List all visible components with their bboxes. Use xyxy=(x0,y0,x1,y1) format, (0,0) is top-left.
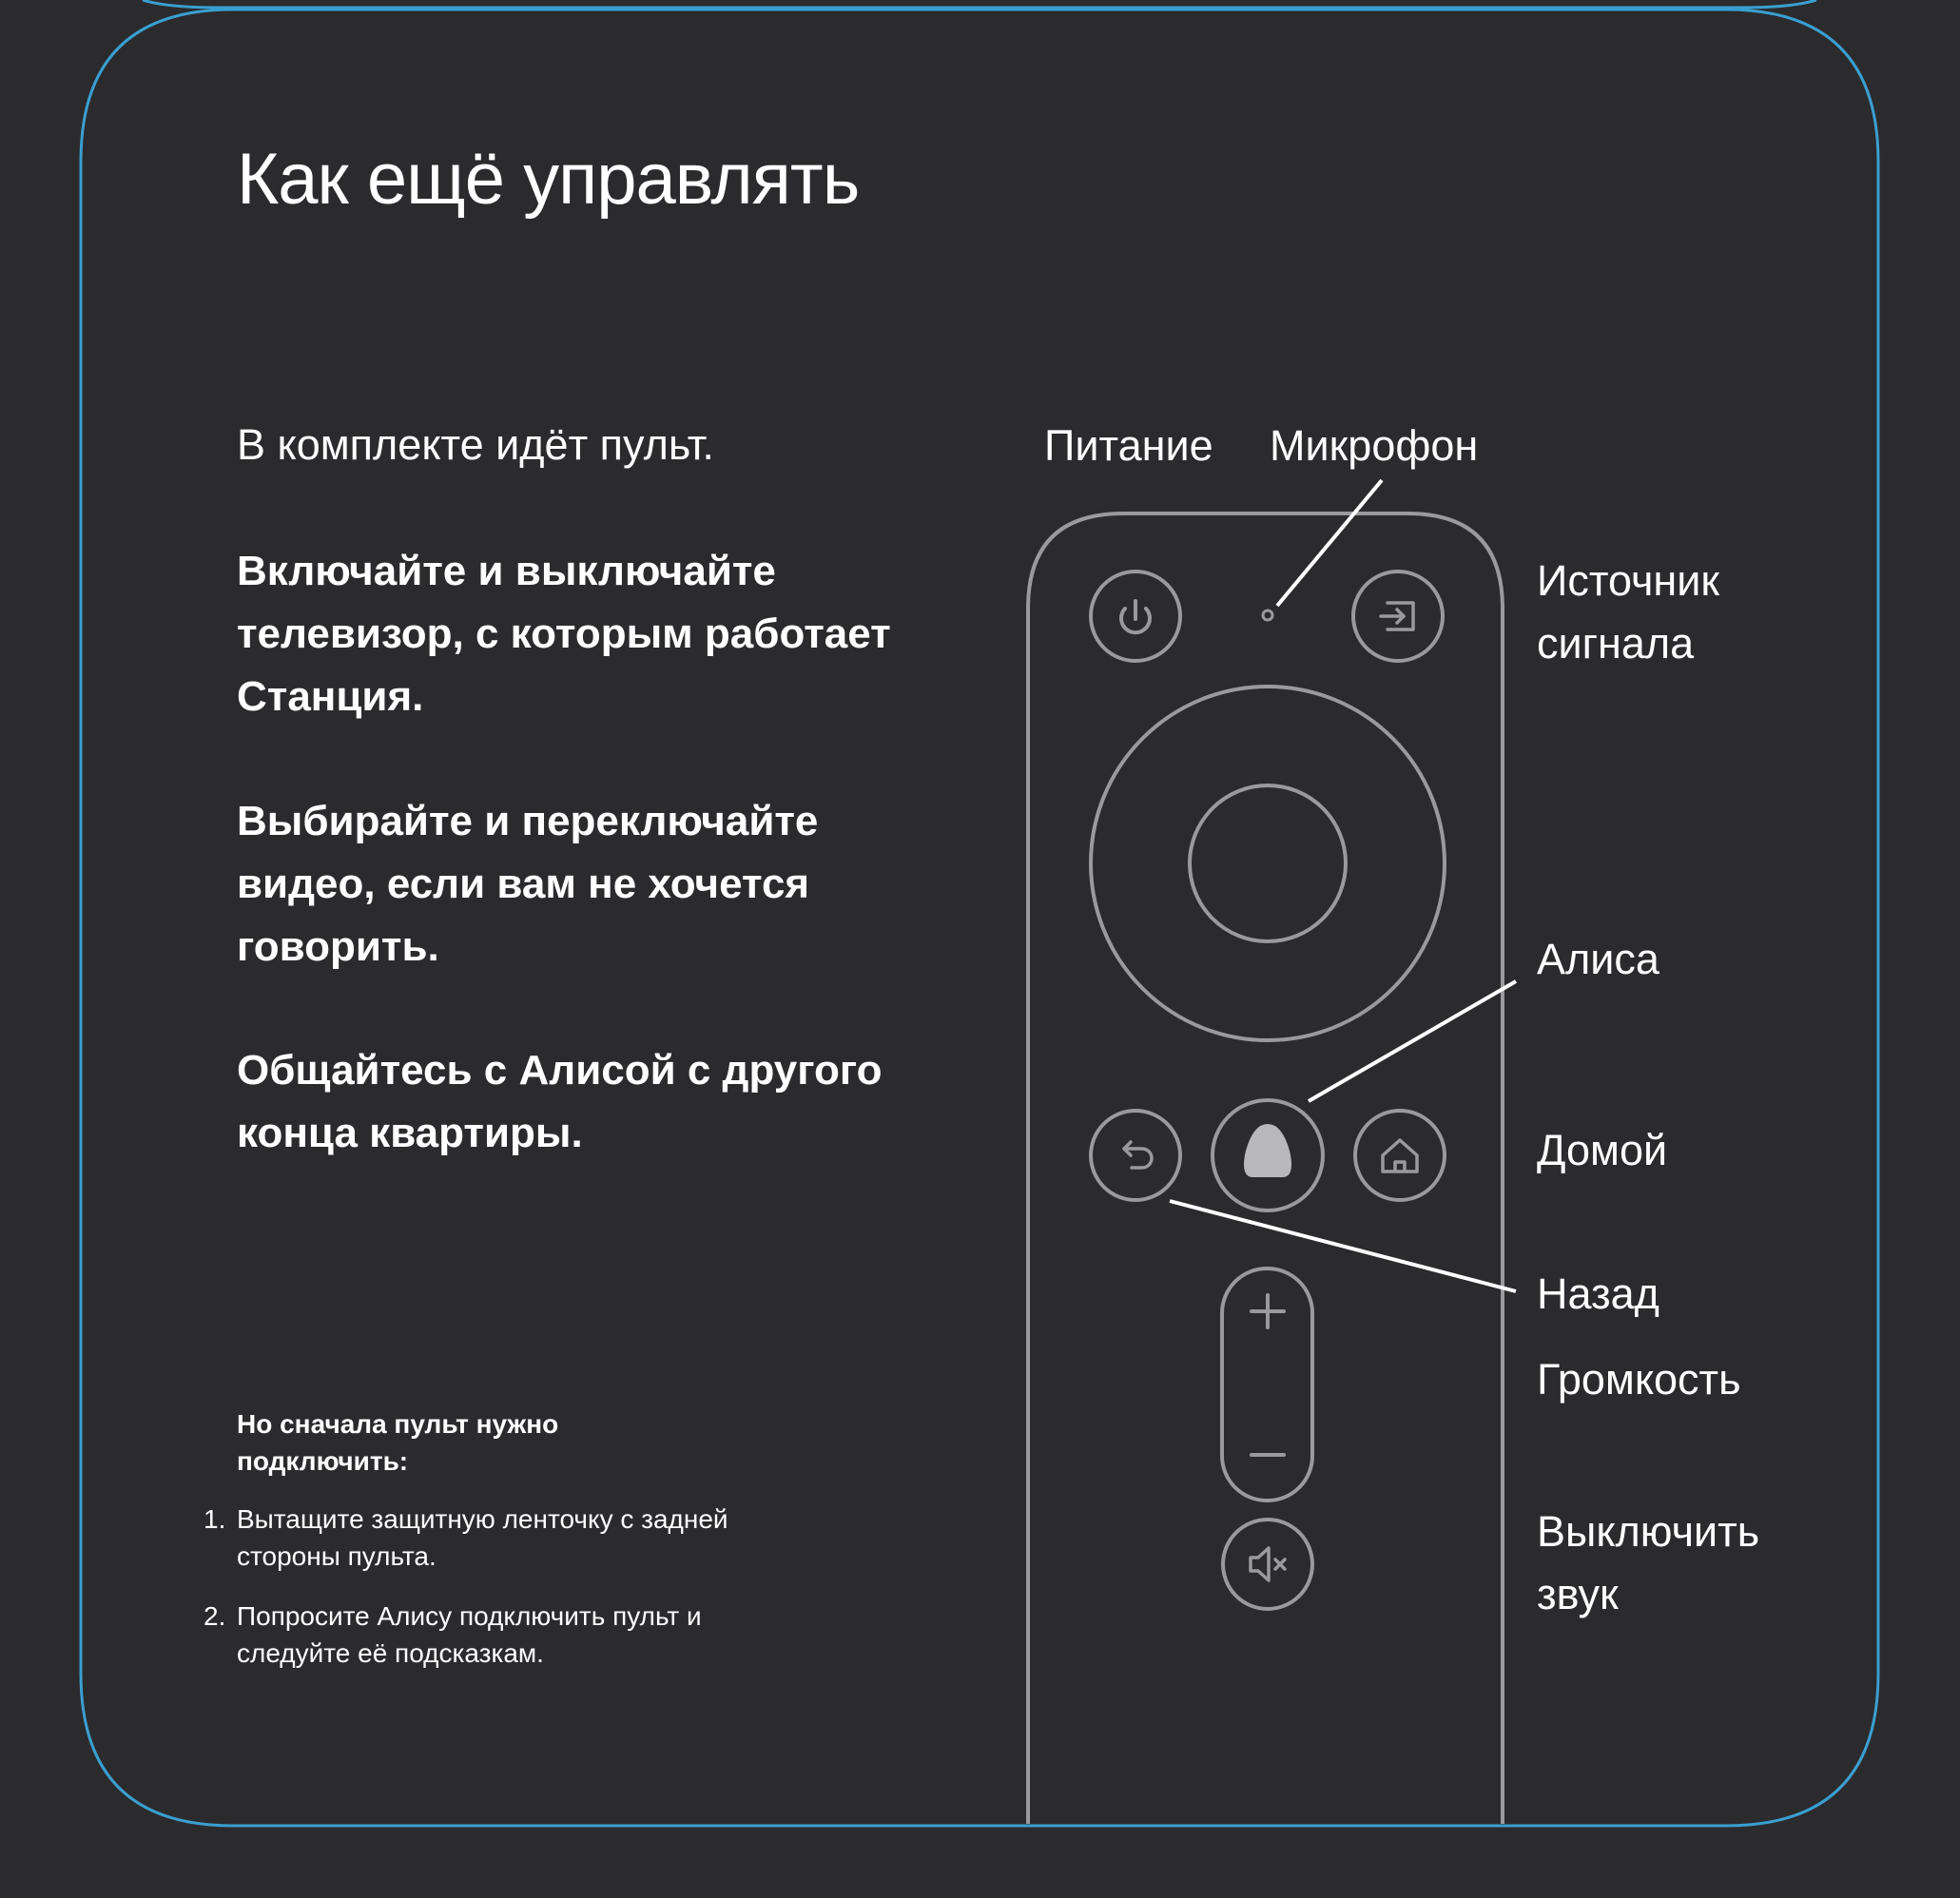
dpad-center-button[interactable] xyxy=(1190,785,1346,941)
label-power: Питание xyxy=(1044,421,1213,470)
dpad-ring[interactable] xyxy=(1091,687,1445,1040)
feature-alice-remote: Общайтесь с Алисой с другого конца квартиры. xyxy=(237,1047,883,1156)
label-volume: Громкость xyxy=(1537,1355,1741,1404)
volume-rocker[interactable] xyxy=(1222,1269,1312,1501)
intro-text: В комплекте идёт пульт. xyxy=(237,420,714,469)
alice-button[interactable] xyxy=(1213,1100,1323,1210)
back-button[interactable] xyxy=(1091,1111,1180,1200)
step-text: Вытащите защитную ленточку с задней стороны пульта. xyxy=(237,1504,728,1571)
label-microphone: Микрофон xyxy=(1270,421,1479,470)
page-title: Как ещё управлять xyxy=(237,139,860,220)
setup-heading: Но сначала пульт нужно подключить: xyxy=(237,1409,559,1476)
feature-navigation: Выбирайте и переключайте видео, если вам не хочется говорить. xyxy=(237,798,819,970)
label-home: Домой xyxy=(1537,1126,1668,1174)
step-text: Попросите Алису подключить пульт и следуйте её подсказкам. xyxy=(237,1601,702,1668)
back-leader-line xyxy=(1170,1201,1516,1291)
back-arrow-icon xyxy=(1124,1142,1152,1168)
mute-button[interactable] xyxy=(1223,1520,1312,1609)
step-number: 1. xyxy=(204,1504,226,1534)
label-mute: Выключить звук xyxy=(1537,1507,1760,1618)
input-source-icon xyxy=(1381,603,1413,629)
step-number: 2. xyxy=(204,1601,226,1631)
plus-icon xyxy=(1252,1295,1284,1327)
label-alice: Алиса xyxy=(1537,935,1659,983)
home-button[interactable] xyxy=(1355,1111,1445,1200)
microphone-hole xyxy=(1263,610,1272,620)
alice-leader-line xyxy=(1309,981,1516,1101)
power-icon xyxy=(1121,601,1150,632)
label-back: Назад xyxy=(1537,1269,1659,1318)
label-source: Источник сигнала xyxy=(1537,556,1720,668)
source-button[interactable] xyxy=(1353,571,1443,661)
mute-icon xyxy=(1251,1548,1285,1580)
home-icon xyxy=(1383,1140,1417,1172)
alice-icon xyxy=(1244,1124,1291,1177)
feature-power-tv: Включайте и выключайте телевизор, с которым работает Станция. xyxy=(237,548,891,720)
power-button[interactable] xyxy=(1091,571,1180,661)
